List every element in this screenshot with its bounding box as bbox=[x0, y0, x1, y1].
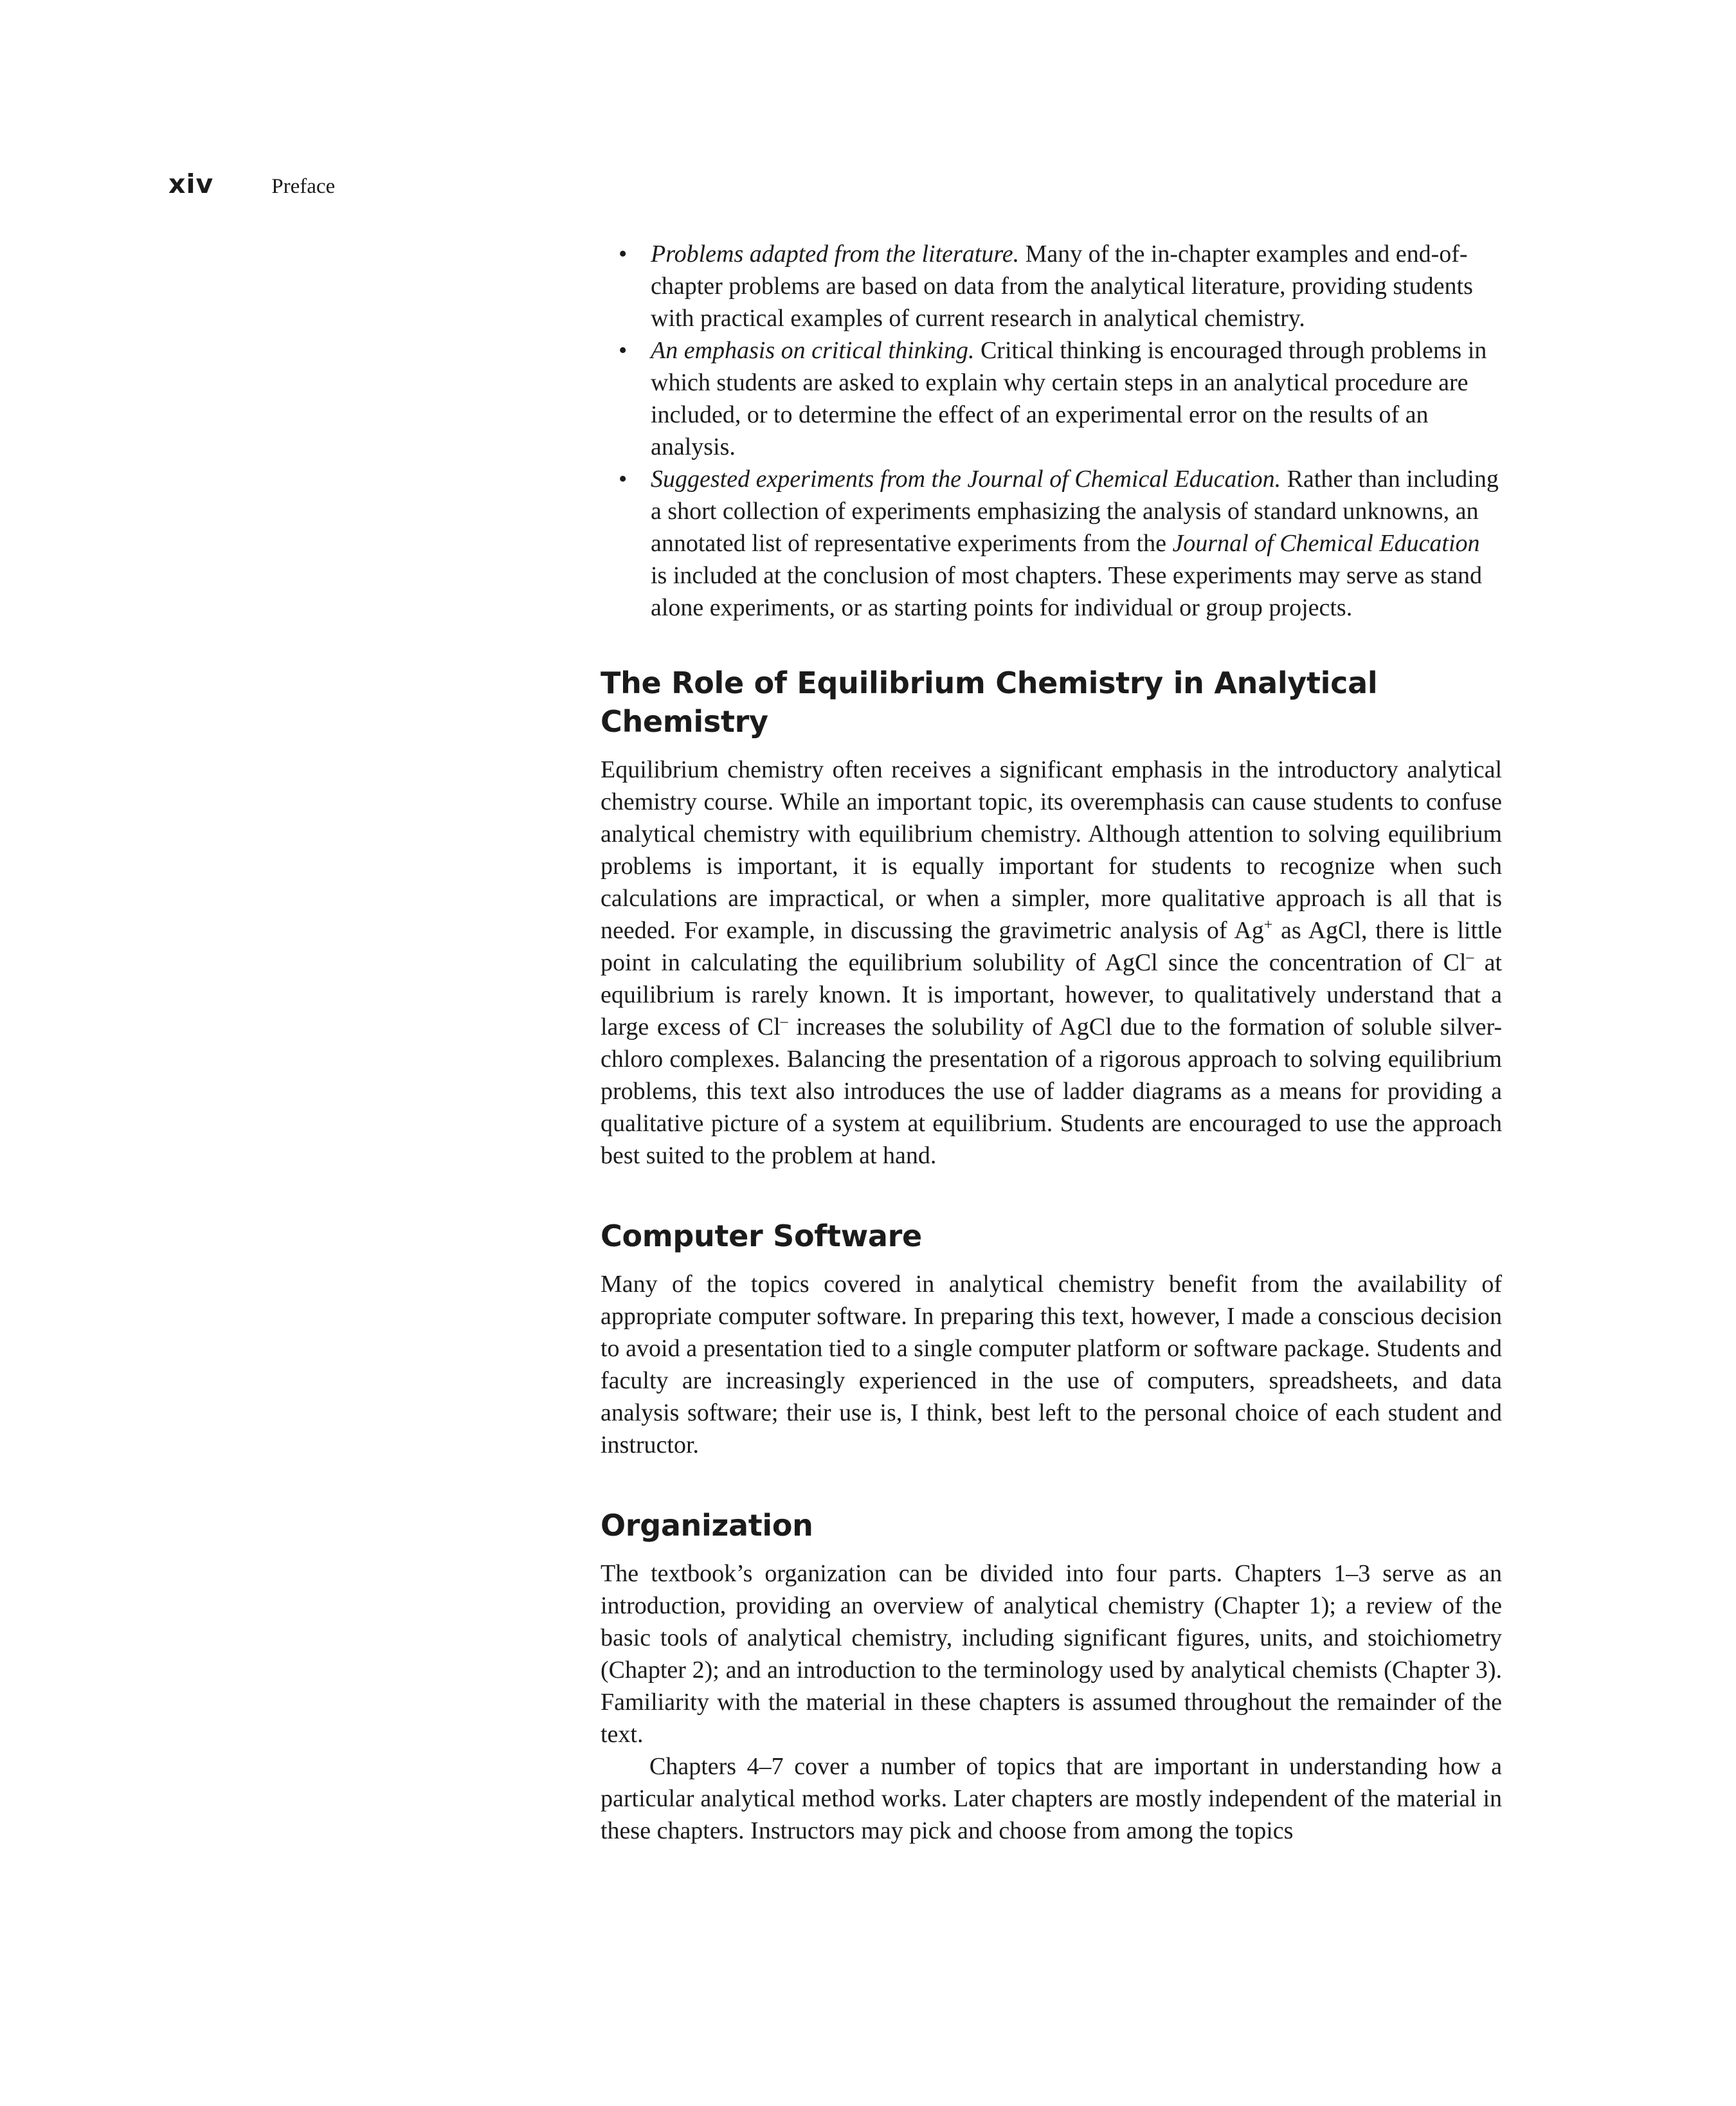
bullet-icon: • bbox=[619, 241, 628, 268]
main-content bbox=[601, 238, 1502, 1847]
text-run: Equilibrium chemistry often receives a significant emphasis in the introductory analytical chemistry course. While an important topic, its overemphasis can cause students to confuse analytical chemistry with equilibrium chemistry. Although attention to solving equilibrium problems is important, it is equally important for students to recognize when such calculations are impractical, or when a simpler, more qualitative approach is all that is needed. For example, in discussing the gravimetric analysis of Ag bbox=[601, 756, 1502, 944]
list-item bbox=[601, 238, 1502, 334]
superscript: + bbox=[1263, 916, 1273, 934]
bullet-icon: • bbox=[619, 466, 628, 493]
journal-title: Journal of Chemical Education bbox=[1172, 530, 1480, 557]
item-lead: Suggested experiments from the Journal of Chemical Education. bbox=[651, 466, 1281, 493]
list-item bbox=[601, 334, 1502, 463]
item-text: Critical thinking is encouraged through problems in which students are asked to explain why certain steps in an analytical procedure are included, or to determine the effect of an experimental error on the results of an analysis. bbox=[651, 337, 1487, 460]
running-title: Preface bbox=[271, 175, 336, 198]
superscript: – bbox=[780, 1013, 788, 1030]
organization-paragraph-1: The textbook’s organization can be divided into four parts. Chapters 1–3 serve as an introduction, providing an overview of analytical chemistry (Chapter 1); a review of the basic tools of analytical chemistry, including significant figures, units, and stoichiometry (Chapter 2); and an introduction to the terminology used by analytical chemists (Chapter 3). Familiarity with the material in these chapters is assumed throughout the remainder of the text. bbox=[601, 1560, 1502, 1748]
item-lead: An emphasis on critical thinking. bbox=[651, 337, 975, 364]
running-head bbox=[168, 168, 335, 207]
item-text: Many of the in-chapter examples and end-of-chapter problems are based on data from the analytical literature, providing students with practical examples of current research in analytical chemistry. bbox=[651, 241, 1473, 332]
bullet-icon: • bbox=[619, 337, 628, 364]
item-lead: Problems adapted from the literature. bbox=[651, 241, 1020, 268]
section-heading-equilibrium: The Role of Equilibrium Chemistry in Analytical Chemistry bbox=[601, 666, 1378, 739]
organization-paragraph-2: Chapters 4–7 cover a number of topics that are important in understanding how a particular analytical method works. Later chapters are mostly independent of the material in these chapters. Instructors may pick and choose from among the topics bbox=[601, 1753, 1502, 1844]
page-number: xiv bbox=[168, 168, 214, 199]
equilibrium-paragraph bbox=[601, 754, 1502, 1172]
section-heading-organization: Organization bbox=[601, 1508, 813, 1543]
section-heading-software: Computer Software bbox=[601, 1219, 922, 1253]
list-item bbox=[601, 463, 1502, 624]
item-text: Rather than including a short collection of experiments emphasizing the analysis of standard unknowns, an annotated list of representative experiments from the bbox=[651, 466, 1499, 557]
item-text: is included at the conclusion of most chapters. These experiments may serve as stand alone experiments, or as starting points for individual or group projects. bbox=[651, 562, 1483, 621]
text-run: at equilibrium is rarely known. It is important, however, to qualitatively understand that a large excess of Cl bbox=[601, 949, 1502, 1040]
feature-list bbox=[601, 238, 1502, 624]
superscript: – bbox=[1466, 949, 1474, 966]
text-run: increases the solubility of AgCl due to the formation of soluble silver-chloro complexes. Balancing the presentation of a rigorous approach to solving equilibrium problems, this text also introduces the use of ladder diagrams as a means for providing a qualitative picture of a system at equilibrium. Students are encouraged to use the approach best suited to the problem at hand. bbox=[601, 1013, 1502, 1169]
text-run: as AgCl, there is little point in calculating the equilibrium solubility of AgCl since the concentration of Cl bbox=[601, 917, 1502, 976]
software-paragraph: Many of the topics covered in analytical chemistry benefit from the availability of appropriate computer software. In preparing this text, however, I made a conscious decision to avoid a presentation tied to a single computer platform or software package. Students and faculty are increasingly experienced in the use of computers, spreadsheets, and data analysis software; their use is, I think, best left to the personal choice of each student and instructor. bbox=[601, 1271, 1502, 1458]
